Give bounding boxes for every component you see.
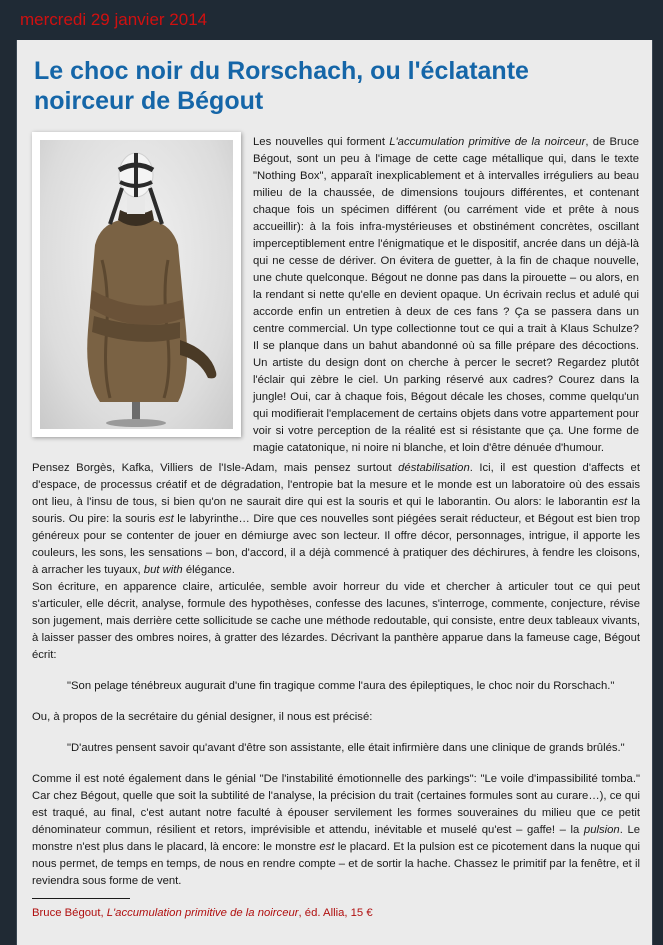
italic-run: L'accumulation primitive de la noirceur <box>106 907 299 919</box>
post-title[interactable]: Le choc noir du Rorschach, ou l'éclatante noirceur de Bégout <box>34 57 529 115</box>
paragraph-2: Pensez Borgès, Kafka, Villiers de l'Isle-Adam, mais pensez surtout déstabilisation. Ici, il est question d'affects et d'espace, de processus créatif et de dégradation, l'entropie bat la mesure et le monde est un laboratoire où des essais ont lieu, à l'insu de tous, si bien qu'on ne saurait dire qui est la souris et qui le laborantin. Ou alors: le laborantin est la souris. Ou pire: la souris est le labyrinthe… Dire que ces nouvelles sont piégées serait réducteur, et Bégout est bien trop généreux pour se contenter de jouer en démiurge avec son lecteur. Il offre décor, personnages, intrigue, il apporte les couleurs, les sons, les sensations – bon, d'accord, il a déjà commencé à pratiquer des déchirures, à fendre les cloisons, à arracher les tuyaux, but with élégance. <box>32 462 640 576</box>
italic-run: L'accumulation primitive de la noirceur <box>389 136 586 148</box>
italic-run: déstabilisation <box>398 462 470 474</box>
book-credit: Bruce Bégout, L'accumulation primitive de la noirceur, éd. Allia, 15 € <box>32 907 373 919</box>
quote-secretary: "D'autres pensent savoir qu'avant d'être son assistante, elle était infirmière dans une clinique de grands brûlés." <box>67 742 625 754</box>
paragraph-3: Son écriture, en apparence claire, articulée, semble avoir horreur du vide et chercher à articuler tout ce qui peut s'articuler, elle décrit, analyse, formule des hypothèses, confesse des lacunes, s'interroge, commente, conjecture, révise son jugement, mais derrière cette sollicitude se cache une méthode redoutable, qui consiste, entre deux tableaux vivants, à laisser passer des ombres noires, à gratter des lézardes. Décrivant la panthère apparue dans la fameuse cage, Bégout écrit: <box>32 581 640 661</box>
post-panel <box>16 40 653 945</box>
italic-run: pulsion <box>583 824 620 836</box>
straitjacket-illustration <box>40 140 233 429</box>
footnote-divider <box>32 898 130 899</box>
italic-run: est <box>158 513 174 525</box>
quote-rorschach: "Son pelage ténébreux augurait d'une fin tragique comme l'aura des épileptiques, le choc noir du Rorschach." <box>67 680 615 692</box>
article-body <box>32 460 640 922</box>
italic-run: est <box>612 496 628 508</box>
italic-run: but with <box>143 564 183 576</box>
date-header-bar <box>0 0 663 40</box>
post-date: mercredi 29 janvier 2014 <box>20 10 208 29</box>
paragraph-5: Comme il est noté également dans le génial "De l'instabilité émotionnelle des parkings": "Le voile d'impassibilité tomba." Car chez Bégout, quelle que soit la subtilité de l'analyse, la précision du trait (certaines formules sont au curare…), ce qui est traqué, au final, c'est autant notre faculté à épouser servilement les formes souveraines du milieu que ce petit dénominateur commun, résilient et retors, imprévisible et attendu, inévitable et muselé qu'est – gaffe! – la pulsion. Le monstre n'est plus dans le placard, là encore: le monstre est le placard. Et la pulsion est ce picotement dans la nuque qui nous permet, de temps en temps, de nous en rendre compte – et de sortir la hache. Chassez le primitif par la fenêtre, et il reviendra sous forme de vent. <box>32 773 641 887</box>
italic-run: est <box>319 841 335 853</box>
post-image-frame[interactable] <box>32 132 241 437</box>
straitjacket-photo[interactable] <box>40 140 233 429</box>
paragraph-4: Ou, à propos de la secrétaire du génial designer, il nous est précisé: <box>32 711 373 723</box>
intro-paragraph: Les nouvelles qui forment L'accumulation primitive de la noirceur, de Bruce Bégout, sont un peu à l'image de cette cage métallique qui, dans le texte "Nothing Box", apparaît inexplicablement et à intervalles irréguliers au beau milieu de la chaussée, de dimensions toujours différentes, et contenant chaque fois un spécimen différent (ou carrément vide et prête à nous accueillir): à la fois infra-mystérieuses et obstinément concrètes, oscillant imperceptiblement entre l'énigmatique et le dispositif, ancrée dans un déjà-là qui ne cesse de dériver. On évitera de guetter, à la fin de chaque nouvelle, une chute quelconque. Bégout ne donne pas dans la pirouette – ou alors, en la rendant si nette qu'elle en devient opaque. Un écrivain reclus et adulé qui accorde enfin un entretien à deux de ces fans ? Ça se passera dans un centre commercial. Un type collectionne tout ce qui a trait à Klaus Schulze? Il se planque dans un bahut abandonné où sa fille prépare des décoctions. Un artiste du design dont on cherche à percer le secret? Regardez plutôt l'éclair qui zèbre le ciel. Un parking réservé aux cadres? Courez dans la jungle! Oui, car à chaque fois, Bégout décale les choses, comme quelqu'un qui modifierait l'emplacement de certains objets dans votre appartement pour voir si votre perception de la réalité est si résistante que ça. Une forme de magie catatonique, ni noire ni blanche, et loin d'être dénuée d'humour. <box>253 136 640 454</box>
